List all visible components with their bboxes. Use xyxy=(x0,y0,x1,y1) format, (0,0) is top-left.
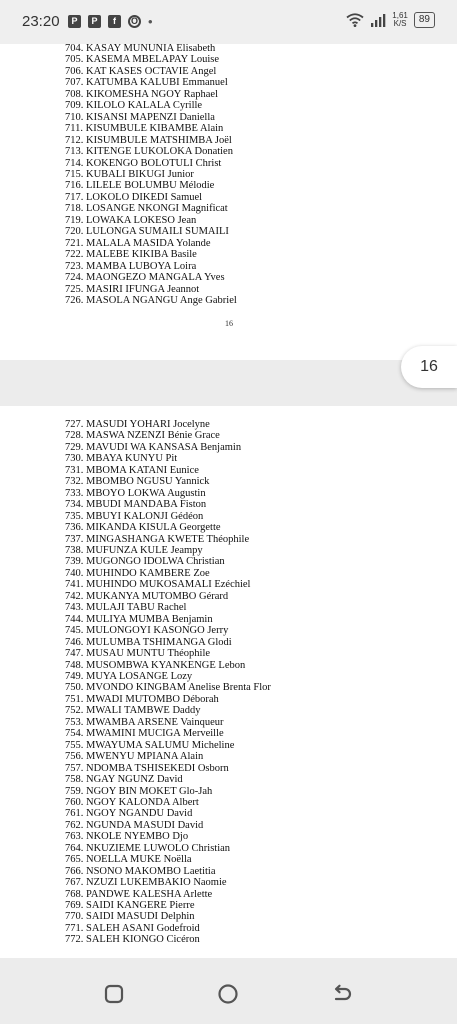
list-item: 715. KUBALI BIKUGI Junior xyxy=(65,168,194,180)
name-list xyxy=(65,419,271,946)
list-item: 709. KILOLO KALALA Cyrille xyxy=(65,100,203,112)
list-item: 726. MASOLA NGANGU Ange Gabriel xyxy=(65,294,237,306)
list-item: 755. MWAYUMA SALUMU Micheline xyxy=(65,739,235,751)
list-item: 736. MIKANDA KISULA Georgette xyxy=(65,522,221,534)
list-item: 740. MUHINDO KAMBERE Zoe xyxy=(65,567,210,579)
page-footer-number: 16 xyxy=(225,319,233,328)
list-item: 716. LILELE BOLUMBU Mélodie xyxy=(65,180,215,192)
list-item: 772. SALEH KIONGO Cicéron xyxy=(65,934,200,946)
list-item: 718. LOSANGE NKONGI Magnificat xyxy=(65,203,228,215)
list-item: 768. PANDWE KALESHA Arlette xyxy=(65,888,213,900)
pdf-page-17[interactable] xyxy=(0,406,457,958)
list-item: 751. MWADI MUTOMBO Déborah xyxy=(65,693,219,705)
list-item: 722. MALEBE KIKIBA Basile xyxy=(65,249,197,261)
list-item: 719. LOWAKA LOKESO Jean xyxy=(65,214,197,226)
recents-square-icon[interactable] xyxy=(102,982,126,1006)
list-item: 739. MUGONGO IDOLWA Christian xyxy=(65,556,225,568)
list-item: 713. KITENGE LUKOLOKA Donatien xyxy=(65,146,233,158)
list-item: 748. MUSOMBWA KYANKENGE Lebon xyxy=(65,659,246,671)
wifi-icon xyxy=(346,13,364,27)
list-item: 729. MAVUDI WA KANSASA Benjamin xyxy=(65,441,242,453)
list-item: 733. MBOYO LOKWA Augustin xyxy=(65,487,206,499)
list-item: 728. MASWA NZENZI Bénie Grace xyxy=(65,430,220,442)
list-item: 725. MASIRI IFUNGA Jeannot xyxy=(65,283,200,295)
list-item: 735. MBUYI KALONJI Gédéon xyxy=(65,510,204,522)
list-item: 706. KAT KASES OCTAVIE Angel xyxy=(65,65,217,77)
list-item: 754. MWAMINI MUCIGA Merveille xyxy=(65,728,224,740)
list-item: 707. KATUMBA KALUBI Emmanuel xyxy=(65,77,228,89)
list-item: 750. MVONDO KINGBAM Anelise Brenta Flor xyxy=(65,682,271,694)
list-item: 765. NOELLA MUKE Noëlla xyxy=(65,854,192,866)
list-item: 711. KISUMBULE KIBAMBE Alain xyxy=(65,123,224,135)
list-item: 769. SAIDI KANGERE Pierre xyxy=(65,900,195,912)
list-item: 760. NGOY KALONDA Albert xyxy=(65,796,199,808)
battery-icon: 89 xyxy=(414,12,435,28)
list-item: 723. MAMBA LUBOYA Loira xyxy=(65,260,197,272)
network-speed-unit: K/S xyxy=(393,19,407,28)
list-item: 763. NKOLE NYEMBO Djo xyxy=(65,831,189,843)
list-item: 746. MULUMBA TSHIMANGA Glodi xyxy=(65,636,232,648)
list-item: 770. SAIDI MASUDI Delphin xyxy=(65,911,195,923)
list-item: 752. MWALI TAMBWE Daddy xyxy=(65,705,201,717)
list-item: 758. NGAY NGUNZ David xyxy=(65,774,183,786)
network-speed-value: 1,61 xyxy=(392,11,408,20)
list-item: 757. NDOMBA TSHISEKEDI Osborn xyxy=(65,762,229,774)
list-item: 721. MALALA MASIDA Yolande xyxy=(65,237,211,249)
list-item: 730. MBAYA KUNYU Pit xyxy=(65,453,178,465)
list-item: 741. MUHINDO MUKOSAMALI Ezéchiel xyxy=(65,579,251,591)
pdf-page-16[interactable] xyxy=(0,44,457,360)
list-item: 737. MINGASHANGA KWETE Théophile xyxy=(65,533,250,545)
list-item: 714. KOKENGO BOLOTULI Christ xyxy=(65,157,222,169)
opera-icon: O xyxy=(128,15,141,28)
list-item: 756. MWENYU MPIANA Alain xyxy=(65,751,204,763)
list-item: 720. LULONGA SUMAILI SUMAILI xyxy=(65,226,229,238)
list-item: 734. MBUDI MANDABA Fiston xyxy=(65,499,207,511)
notification-p-icon: P xyxy=(88,15,101,28)
list-item: 762. NGUNDA MASUDI David xyxy=(65,819,204,831)
list-item: 727. MASUDI YOHARI Jocelyne xyxy=(65,419,210,430)
list-item: 732. MBOMBO NGUSU Yannick xyxy=(65,476,210,488)
list-item: 771. SALEH ASANI Godefroid xyxy=(65,922,200,934)
signal-icon xyxy=(370,13,386,27)
list-item: 705. KASEMA MBELAPAY Louise xyxy=(65,54,220,66)
list-item: 744. MULIYA MUMBA Benjamin xyxy=(65,613,213,625)
network-speed xyxy=(392,12,408,28)
list-item: 708. KIKOMESHA NGOY Raphael xyxy=(65,88,219,100)
notification-icons xyxy=(68,14,153,29)
list-item: 731. MBOMA KATANI Eunice xyxy=(65,464,199,476)
list-item: 766. NSONO MAKOMBO Laetitia xyxy=(65,865,216,877)
list-item: 724. MAONGEZO MANGALA Yves xyxy=(65,272,225,284)
list-item: 767. NZUZI LUKEMBAKIO Naomie xyxy=(65,877,227,889)
list-item: 710. KISANSI MAPENZI Daniella xyxy=(65,111,215,123)
notification-p-icon: P xyxy=(68,15,81,28)
list-item: 753. MWAMBA ARSENE Vainqueur xyxy=(65,716,224,728)
list-item: 742. MUKANYA MUTOMBO Gérard xyxy=(65,590,229,602)
facebook-icon: f xyxy=(108,15,121,28)
back-arrow-icon[interactable] xyxy=(330,982,354,1006)
home-circle-icon[interactable] xyxy=(216,982,240,1006)
list-item: 738. MUFUNZA KULE Jeampy xyxy=(65,544,203,556)
name-list xyxy=(65,43,237,306)
list-item: 764. NKUZIEME LUWOLO Christian xyxy=(65,842,231,854)
status-right xyxy=(346,12,435,28)
list-item: 717. LOKOLO DIKEDI Samuel xyxy=(65,191,203,203)
status-bar xyxy=(0,0,457,44)
list-item: 745. MULONGOYI KASONGO Jerry xyxy=(65,625,229,637)
list-item: 704. KASAY MUNUNIA Elisabeth xyxy=(65,43,216,54)
more-notifications-dot: • xyxy=(148,14,153,29)
list-item: 749. MUYA LOSANGE Lozy xyxy=(65,670,193,682)
list-item: 747. MUSAU MUNTU Théophile xyxy=(65,648,211,660)
list-item: 759. NGOY BIN MOKET Glo-Jah xyxy=(65,785,213,797)
navigation-bar xyxy=(0,964,457,1024)
list-item: 761. NGOY NGANDU David xyxy=(65,808,193,820)
list-item: 743. MULAJI TABU Rachel xyxy=(65,602,187,614)
status-time: 23:20 xyxy=(22,13,60,30)
list-item: 712. KISUMBULE MATSHIMBA Joël xyxy=(65,134,232,146)
page-indicator-badge[interactable]: 16 xyxy=(401,346,457,388)
